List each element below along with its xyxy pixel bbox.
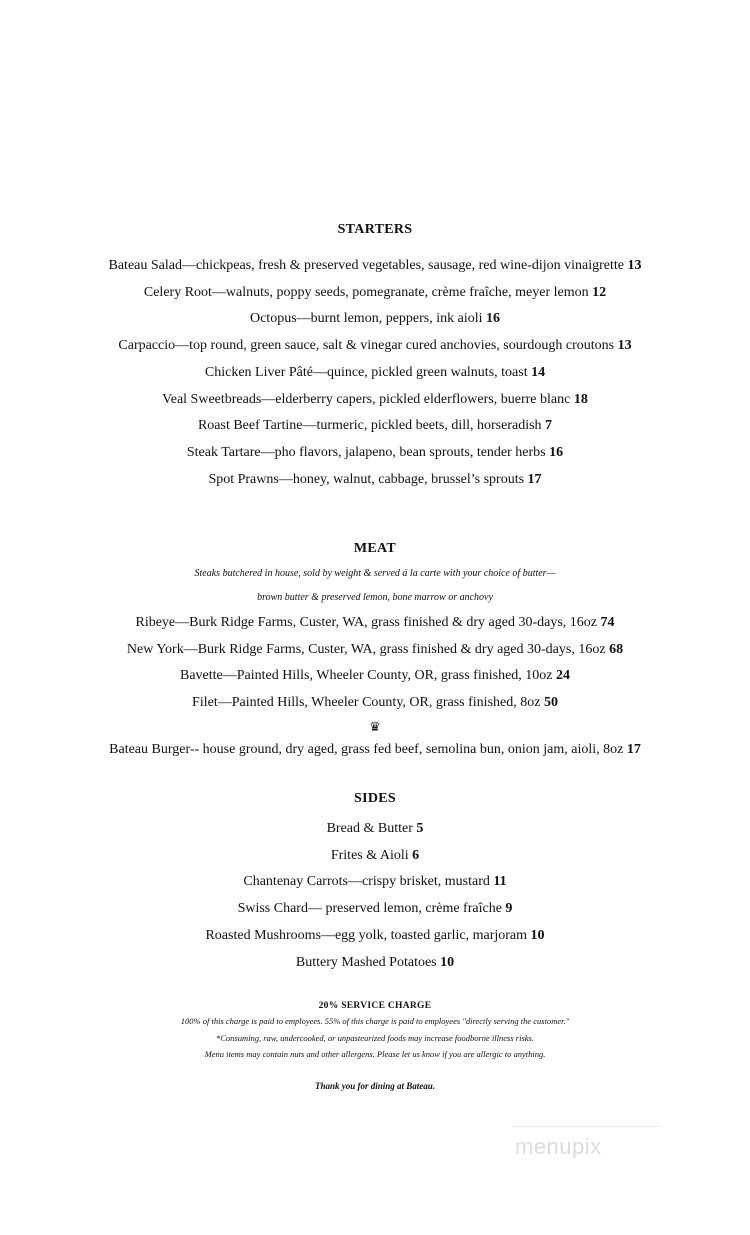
item-price: 16 [486,311,501,327]
item-price: 11 [493,874,507,890]
watermark-divider [512,1126,662,1127]
menu-item [0,440,750,467]
menu-item [0,637,750,664]
meat-heading: MEAT [353,541,397,556]
item-price: 13 [627,258,642,273]
meat-list [0,610,750,717]
item-description: Frites & Aioli [330,847,409,863]
menu-item [0,387,750,414]
item-description: Carpaccio—top round, green sauce, salt & vinegar cured anchovies, sourdough croutons [118,338,615,354]
item-price: 68 [609,641,624,657]
item-description: Roast Beef Tartine—turmeric, pickled beets, dill, horseradish [197,418,542,434]
starters-list [0,253,750,493]
item-price: 17 [527,471,542,487]
menu-item [0,896,750,923]
meat-note [0,562,750,610]
item-price: 24 [556,668,570,684]
sides-list [0,816,750,976]
item-description: New York—Burk Ridge Farms, Custer, WA, grass finished & dry aged 30-days, 16oz [126,641,606,657]
menu-item [0,816,750,843]
item-description: Steak Tartare—pho flavors, jalapeno, bean sprouts, tender herbs [186,444,546,460]
crown-ornament-icon: ♛ [369,718,381,734]
menu-item [0,950,750,977]
item-description: Buttery Mashed Potatoes [295,954,437,970]
starters-section [0,221,750,493]
fine-print-line: Menu items may contain nuts and other allergens. Please let us know if you are allergic to anything. [204,1049,546,1059]
item-description: Bavette—Painted Hills, Wheeler County, OR, grass finished, 10oz [180,668,553,684]
item-description: Chicken Liver Pâté—quince, pickled green walnuts, toast [204,364,528,380]
item-price: 16 [549,444,564,460]
item-price: 6 [412,847,420,863]
item-description: Octopus—burnt lemon, peppers, ink aioli [249,311,483,327]
fine-print-line: *Consuming, raw, undercooked, or unpasteurized foods may increase foodborne illness risks. [216,1032,534,1043]
meat-note-line: brown butter & preserved lemon, bone marrow or anchovy [257,592,493,603]
item-price: 5 [416,821,424,836]
item-price: 13 [617,338,632,354]
meat-note-line: Steaks butchered in house, sold by weight & served á la carte with your choice of butter— [194,568,556,579]
menu-item [0,333,750,360]
item-price: 17 [626,741,641,757]
item-description: Bateau Burger-- house ground, dry aged, grass fed beef, semolina bun, onion jam, aioli, 8oz [109,741,624,757]
item-description: Spot Prawns—honey, walnut, cabbage, brussel’s sprouts [208,471,525,487]
item-price: 50 [543,695,558,711]
sides-heading: SIDES [354,791,396,806]
item-description: Ribeye—Burk Ridge Farms, Custer, WA, grass finished & dry aged 30-days, 16oz [135,615,597,630]
menupix-watermark: menupix [515,1134,602,1159]
item-price: 18 [573,391,588,407]
menu-item [0,690,750,717]
sides-section [0,790,750,976]
menu-item [0,360,750,387]
item-description: Veal Sweetbreads—elderberry capers, pickled elderflowers, buerre blanc [162,391,571,407]
menu-item [0,467,750,494]
item-price: 12 [592,284,607,300]
item-price: 10 [530,927,545,943]
footer-section [0,1001,750,1091]
menu-item [0,923,750,950]
menu-item [0,737,750,764]
item-description: Chantenay Carrots—crispy brisket, mustard [243,874,490,890]
menu-item [0,869,750,896]
item-price: 14 [531,364,546,380]
thank-you-note: Thank you for dining at Bateau. [314,1080,436,1091]
item-description: Roasted Mushrooms—egg yolk, toasted garlic, marjoram [205,927,528,943]
menu-item [0,253,750,280]
item-description: Bread & Butter [326,821,413,836]
meat-section [0,540,750,764]
menu-item [0,663,750,690]
starters-heading: STARTERS [337,222,413,237]
item-description: Swiss Chard— preserved lemon, crème fraîche [237,901,502,917]
menu-item [0,610,750,637]
item-description: Bateau Salad—chickpeas, fresh & preserved vegetables, sausage, red wine-dijon vinaigrette [108,258,624,273]
item-price: 74 [600,615,615,630]
service-charge-title: 20% SERVICE CHARGE [318,1001,432,1011]
item-description: Filet—Painted Hills, Wheeler County, OR, grass finished, 8oz [192,695,541,711]
item-price: 9 [505,901,513,917]
footer-fine-print [0,1013,750,1063]
item-description: Celery Root—walnuts, poppy seeds, pomegranate, crème fraîche, meyer lemon [143,284,589,300]
menu-item [0,280,750,307]
menu-item [0,306,750,333]
menu-item [0,413,750,440]
fine-print-line: 100% of this charge is paid to employees. 55% of this charge is paid to employees "directly serving the customer." [180,1016,570,1026]
menu-item [0,843,750,870]
item-price: 7 [545,418,553,434]
item-price: 10 [440,954,455,970]
